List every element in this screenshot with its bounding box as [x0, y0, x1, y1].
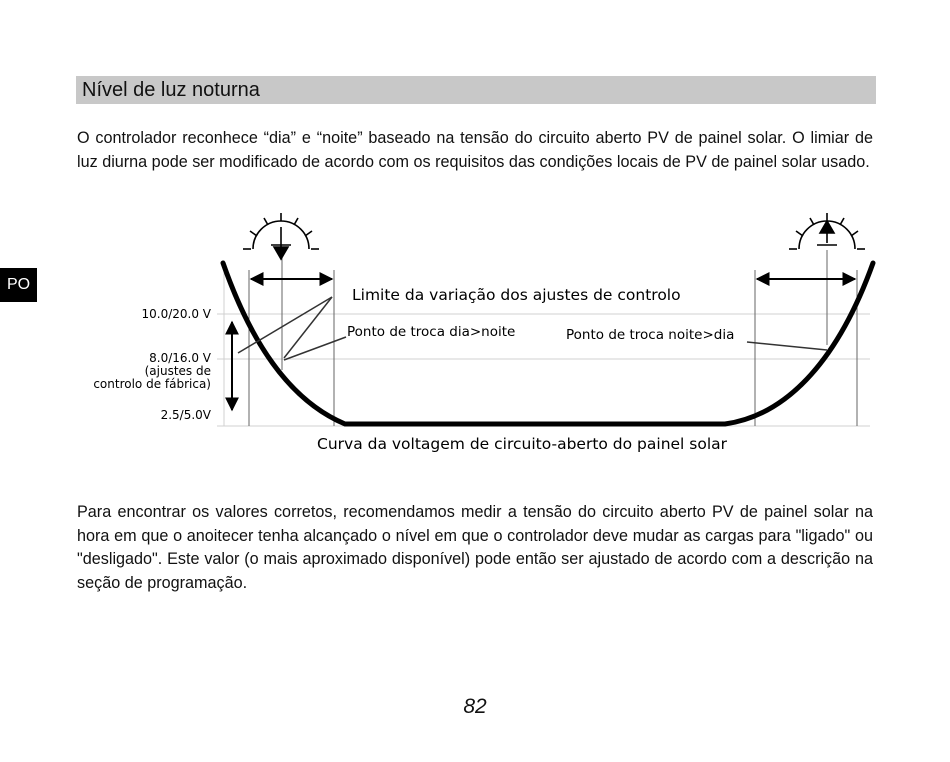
- voltage-curve-diagram: [70, 210, 890, 460]
- intro-paragraph: O controlador reconhece “dia” e “noite” baseado na tensão do circuito aberto PV de painel solar. O limiar de luz diurna pode ser modificado de acordo com os requisitos das condições locais de PV de painel solar usado.: [77, 129, 873, 171]
- night-to-day-label: Ponto de troca noite>dia: [566, 327, 735, 343]
- y-label-bottom: 2.5/5.0V: [160, 408, 211, 422]
- curve-caption: Curva da voltagem de circuito-aberto do painel solar: [317, 435, 728, 453]
- y-label-middle-note-1: (ajustes de: [144, 364, 211, 378]
- language-tab: PO: [0, 268, 37, 302]
- range-pointer-line-2: [284, 297, 332, 358]
- page-number: 82: [463, 695, 487, 718]
- section-heading: Nível de luz noturna: [76, 76, 876, 104]
- y-label-middle-note-2: controlo de fábrica): [93, 377, 211, 391]
- adjustment-range-label: Limite da variação dos ajustes de controlo: [352, 286, 681, 304]
- y-label-middle: 8.0/16.0 V: [149, 351, 211, 365]
- y-label-top: 10.0/20.0 V: [141, 307, 211, 321]
- day-night-pointer-line: [284, 337, 346, 360]
- sunrise-icon: [789, 213, 865, 249]
- night-day-pointer-line: [747, 342, 827, 350]
- day-to-night-label: Ponto de troca dia>noite: [347, 324, 516, 340]
- instructions-paragraph: Para encontrar os valores corretos, recomendamos medir a tensão do circuito aberto PV de painel solar na hora em que o anoitecer tenha alcançado o nível em que o controlador deve mudar as cargas para "ligado" ou "desligado". Este valor (o mais aproximado disponível) pode então ser ajustado de acordo com a descrição na seção de programação.: [77, 503, 873, 592]
- sunset-icon: [243, 213, 319, 259]
